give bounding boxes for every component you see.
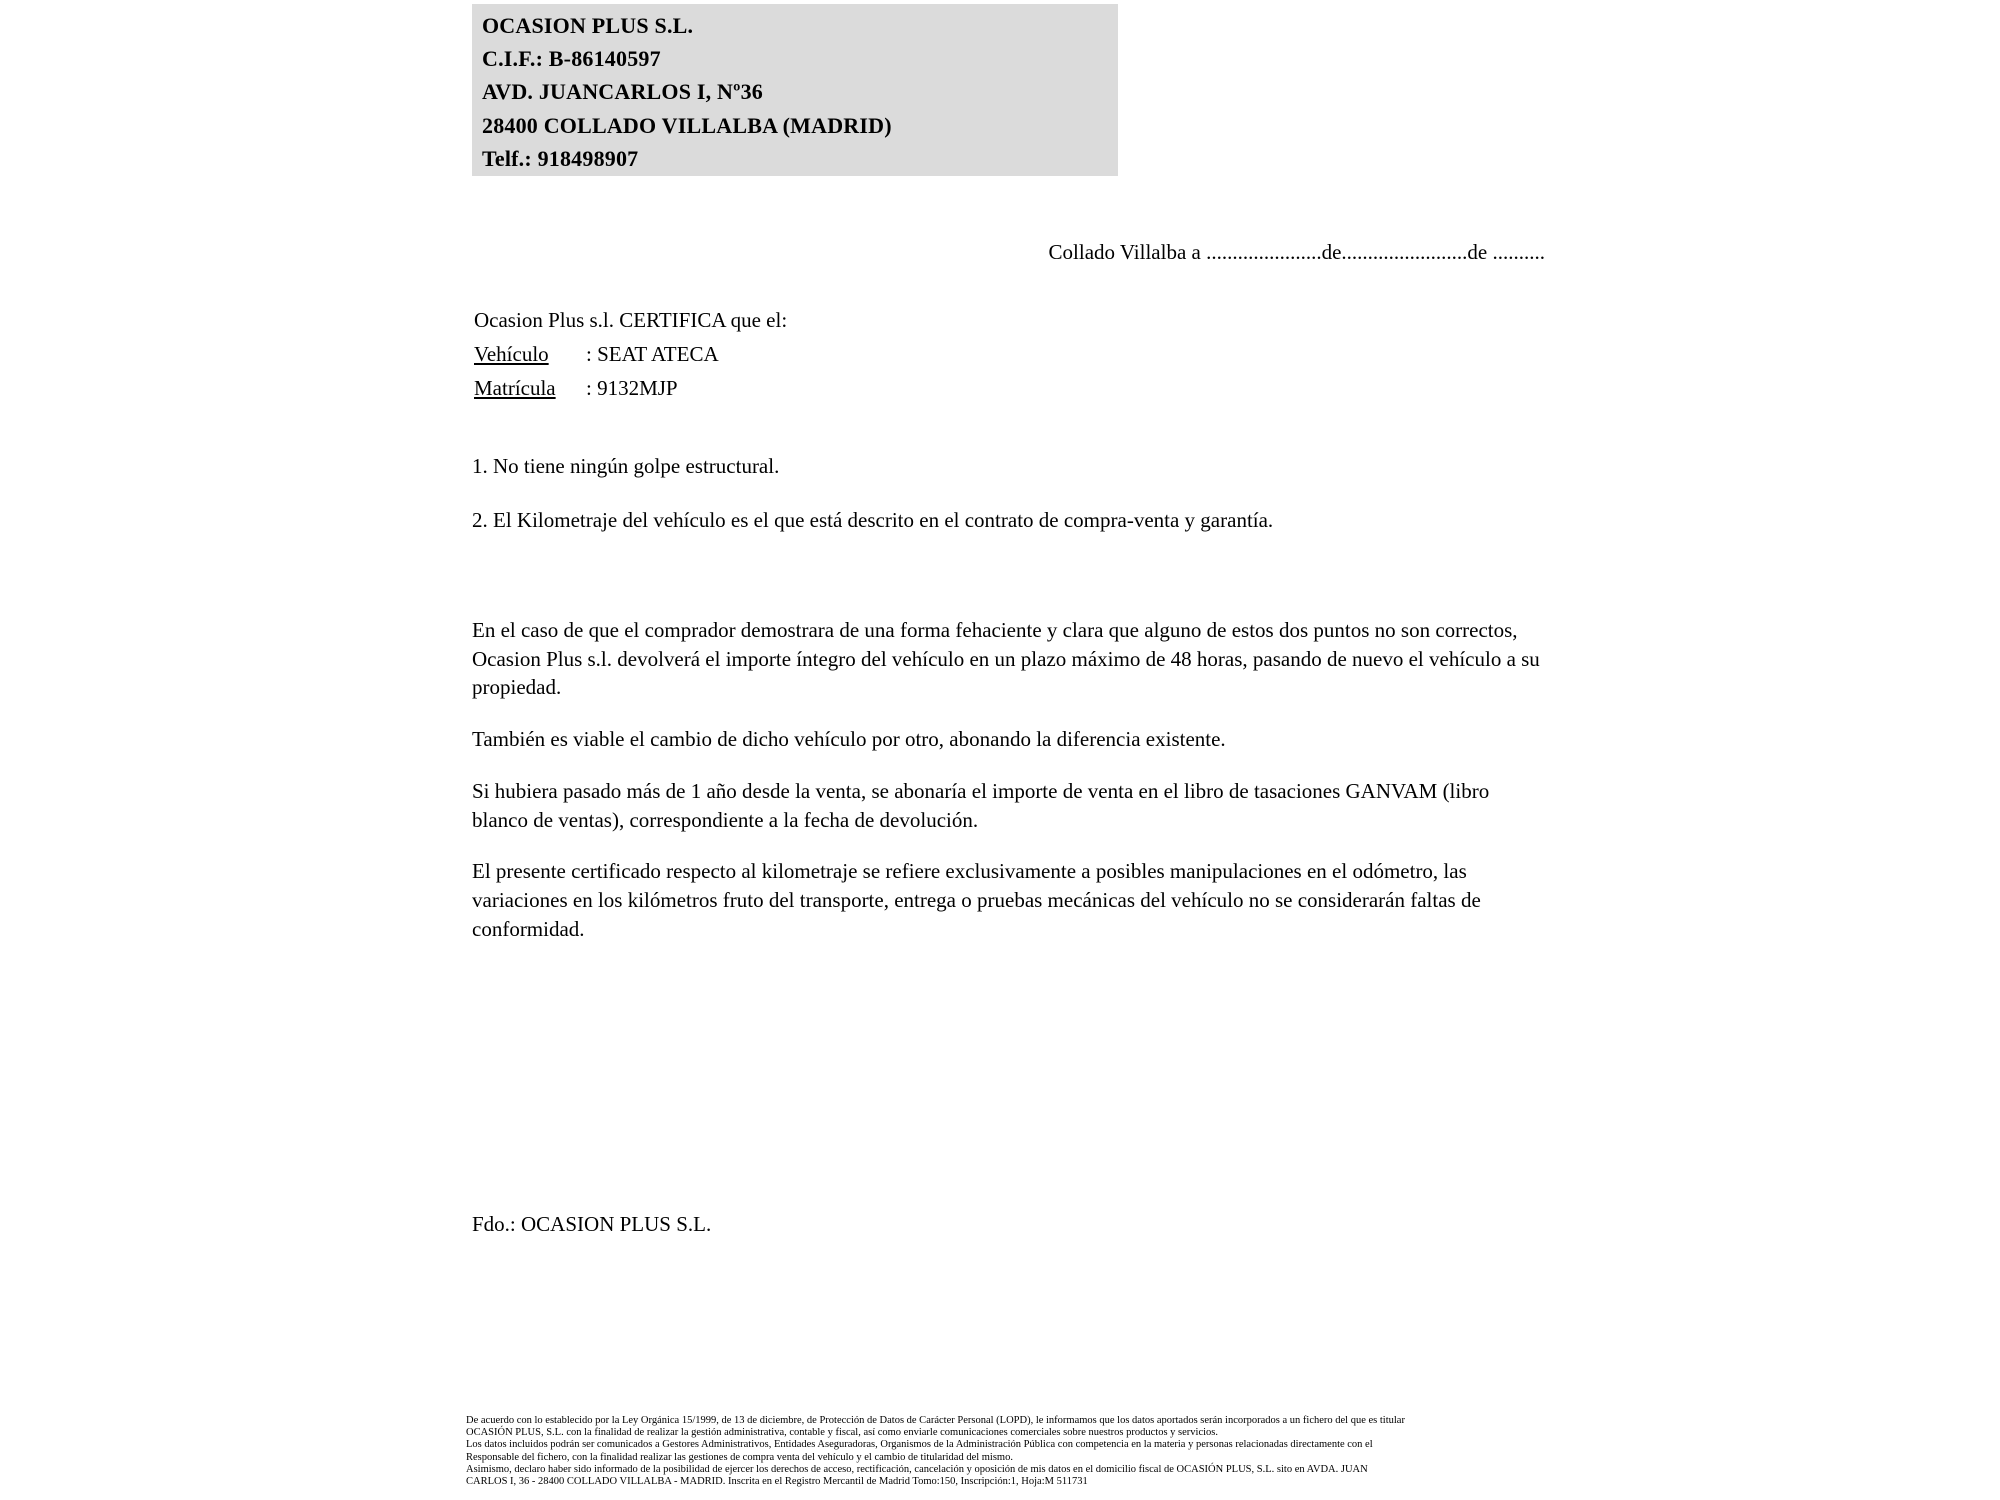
signature-line: Fdo.: OCASION PLUS S.L. <box>472 1212 712 1236</box>
company-phone: Telf.: 918498907 <box>482 145 639 171</box>
legal-footer <box>466 1415 1566 1488</box>
body-paragraph: También es viable el cambio de dicho vehículo por otro, abonando la diferencia existente. <box>472 727 1226 752</box>
legal-footer-line: Asimismo, declaro haber sido informado de la posibilidad de ejercer los derechos de acceso, rectificación, cancelación y oposición de mis datos en el domicilio fiscal de OCASIÓN PLUS, S.L. sito en AVDA. JUAN <box>466 1463 1368 1475</box>
body-paragraphs <box>472 616 1547 966</box>
body-paragraph: El presente certificado respecto al kilometraje se refiere exclusivamente a posibles manipulaciones en el odómetro, las variaciones en los kilómetros fruto del transporte, entrega o pruebas mecánicas del vehículo no se considerarán faltas de conformidad. <box>472 859 1481 941</box>
body-paragraph: En el caso de que el comprador demostrara de una forma fehaciente y clara que alguno de estos dos puntos no son correctos, Ocasion Plus s.l. devolverá el importe íntegro del vehículo en un plazo máximo de 48 horas, pasando de nuevo el vehículo a su propiedad. <box>472 618 1540 700</box>
plate-value: : 9132MJP <box>586 376 678 400</box>
certification-intro: Ocasion Plus s.l. CERTIFICA que el: <box>474 308 788 332</box>
vehicle-value: : SEAT ATECA <box>586 342 719 366</box>
legal-footer-line: Los datos incluidos podrán ser comunicados a Gestores Administrativos, Entidades Aseguradoras, Organismos de la Administración Pública con competencia en la materia y personas relacionadas directamente con el <box>466 1439 1373 1451</box>
statement-item: 2. El Kilometraje del vehículo es el que está descrito en el contrato de compra-venta y garantía. <box>472 508 1274 532</box>
legal-footer-line: OCASIÓN PLUS, S.L. con la finalidad de realizar la gestión administrativa, contable y fiscal, así como enviarle comunicaciones comerciales sobre nuestros productos y servicios. <box>466 1427 1218 1439</box>
vehicle-row <box>474 337 787 371</box>
plate-row <box>474 371 787 405</box>
vehicle-label: Vehículo <box>474 342 549 366</box>
company-name: OCASION PLUS S.L. <box>482 13 694 38</box>
legal-footer-line: CARLOS I, 36 - 28400 COLLADO VILLALBA - MADRID. Inscrita en el Registro Mercantil de Madrid Tomo:150, Inscripción:1, Hoja:M 511731 <box>466 1476 1088 1488</box>
legal-footer-line: De acuerdo con lo establecido por la Ley Orgánica 15/1999, de 13 de diciembre, de Protección de Datos de Carácter Personal (LOPD), le informamos que los datos aportados serán incorporados a un fichero del que es titular <box>466 1415 1405 1426</box>
date-line: Collado Villalba a ......................de........................de .......... <box>1048 240 1545 264</box>
statement-item: 1. No tiene ningún golpe estructural. <box>472 454 780 478</box>
company-address: AVD. JUANCARLOS I, Nº36 <box>482 79 763 105</box>
company-header-box <box>472 4 1118 176</box>
plate-label: Matrícula <box>474 376 556 400</box>
legal-footer-line: Responsable del fichero, con la finalidad realizar las gestiones de compra venta del vehículo y el cambio de titularidad del mismo. <box>466 1451 1013 1463</box>
statements-list <box>472 452 1547 560</box>
company-cif: C.I.F.: B-86140597 <box>482 46 661 72</box>
certification-block <box>474 303 787 405</box>
body-paragraph: Si hubiera pasado más de 1 año desde la venta, se abonaría el importe de venta en el libro de tasaciones GANVAM (libro blanco de ventas), correspondiente a la fecha de devolución. <box>472 778 1490 832</box>
company-postal-city: 28400 COLLADO VILLALBA (MADRID) <box>482 112 892 138</box>
